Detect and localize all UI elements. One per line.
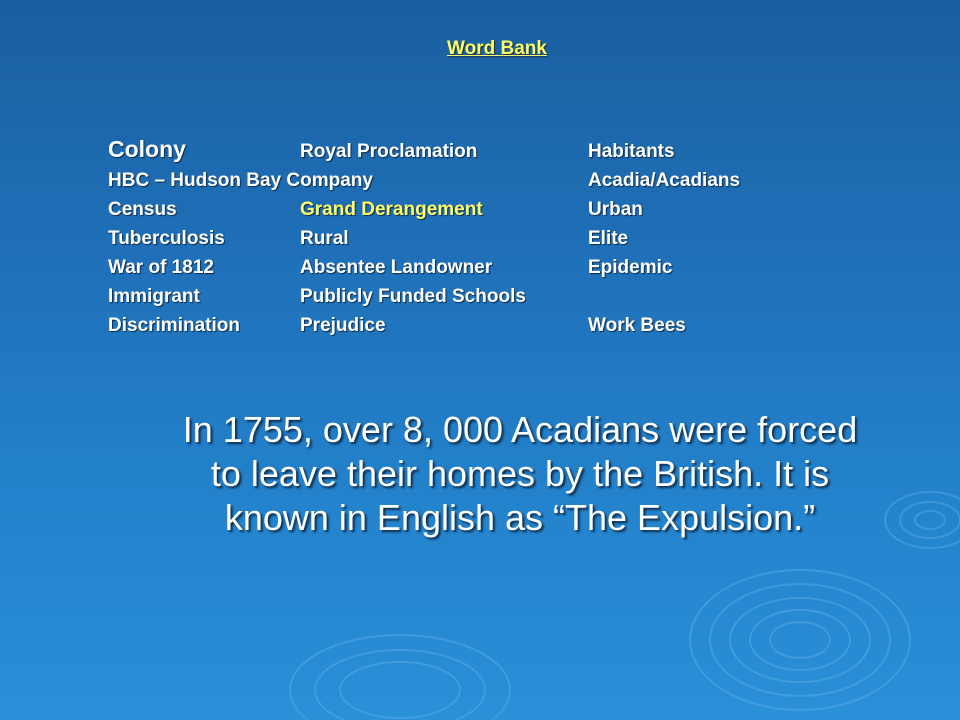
paragraph-line: known in English as “The Expulsion.” [224, 497, 816, 538]
word-royal-proclamation: Royal Proclamation [300, 141, 478, 162]
word-habitants: Habitants [588, 141, 675, 162]
word-acadia-acadians: Acadia/Acadians [588, 170, 741, 191]
word-work-bees: Work Bees [588, 315, 686, 336]
word-colony: Colony [108, 136, 186, 162]
expulsion-paragraph [120, 408, 920, 540]
word-discrimination: Discrimination [108, 315, 240, 336]
word-grand-derangement: Grand Derangement [300, 199, 483, 220]
word-war-of-1812: War of 1812 [108, 257, 214, 278]
word-publicly-funded-schools: Publicly Funded Schools [300, 286, 526, 307]
word-tuberculosis: Tuberculosis [108, 228, 225, 249]
paragraph-line: to leave their homes by the British. It is [210, 453, 830, 494]
paragraph-line: In 1755, over 8, 000 Acadians were forced [182, 409, 858, 450]
word-urban: Urban [588, 199, 643, 220]
word-census: Census [108, 199, 177, 220]
word-absentee-landowner: Absentee Landowner [300, 257, 493, 278]
word-epidemic: Epidemic [588, 257, 673, 278]
word-bank-title: Word Bank [447, 38, 547, 59]
word-elite: Elite [588, 228, 629, 249]
word-rural: Rural [300, 228, 349, 249]
word-immigrant: Immigrant [108, 286, 200, 307]
word-hbc: HBC – Hudson Bay Company [108, 170, 373, 191]
word-prejudice: Prejudice [300, 315, 386, 336]
